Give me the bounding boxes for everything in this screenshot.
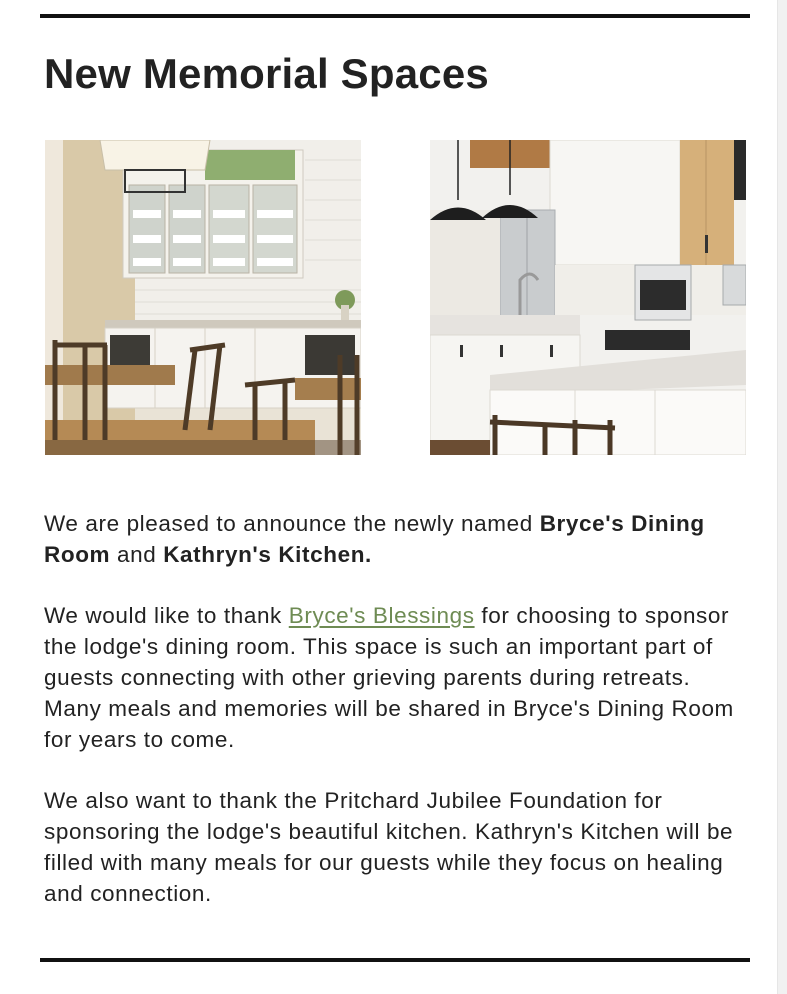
kitchen-paragraph: We also want to thank the Pritchard Jubilee Foundation for sponsoring the lodge's beautiful kitchen. Kathryn's Kitchen will be filled with many meals for our guests while they focus on healing and connection. (44, 788, 734, 906)
scrollbar-track[interactable] (777, 0, 787, 994)
dining-room-name: Bryce's Dining Room (44, 511, 705, 567)
dining-text-2: for choosing to sponsor the lodge's dining room. This space is such an important part of guests connecting with other grieving parents during retreats. Many meals and memories will be shared in Bryce's Dining Room for years to come. (44, 603, 734, 752)
page-title: New Memorial Spaces (44, 50, 489, 97)
dining-text-1: We would like to thank (44, 603, 289, 628)
intro-paragraph (44, 508, 734, 570)
dining-room-photo (45, 140, 361, 455)
intro-text-1: We are pleased to announce the newly named (44, 511, 540, 536)
bryces-blessings-link[interactable]: Bryce's Blessings (288, 603, 475, 628)
dining-room-paragraph (44, 600, 734, 755)
kitchen-photo (430, 140, 746, 455)
top-divider (40, 14, 750, 18)
kitchen-name: Kathryn's Kitchen. (163, 542, 372, 567)
bottom-divider (40, 958, 750, 962)
intro-text-2: and (110, 542, 164, 567)
